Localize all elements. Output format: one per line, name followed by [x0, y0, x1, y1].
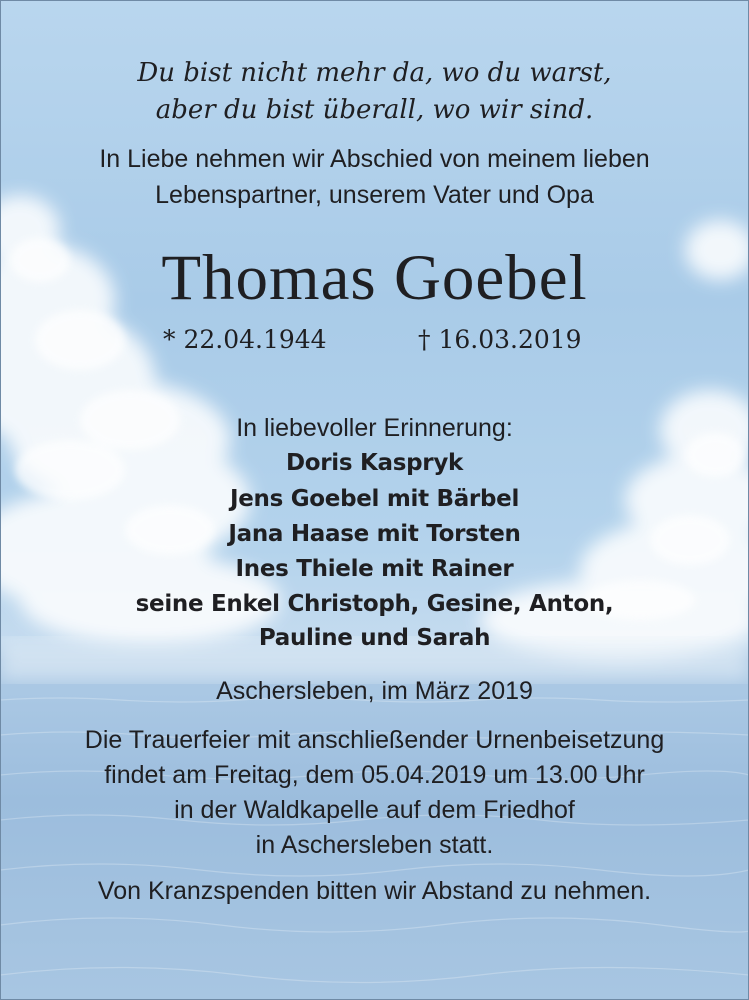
- mourner-line: seine Enkel Christoph, Gesine, Anton,: [135, 591, 614, 617]
- mourner-line: Ines Thiele mit Rainer: [235, 556, 514, 582]
- service-info-line-1: Die Trauerfeier mit anschließender Urnenbeisetzung: [84, 726, 665, 754]
- intro-line-2: Lebenspartner, unserem Vater und Opa: [155, 181, 594, 209]
- service-info-line-2: findet am Freitag, dem 05.04.2019 um 13.00 Uhr: [104, 761, 645, 789]
- mourner-line: Jens Goebel mit Bärbel: [229, 486, 520, 512]
- mourner-line: Doris Kaspryk: [285, 450, 464, 476]
- mourner-line: Jana Haase mit Torsten: [228, 521, 521, 547]
- service-info-line-3: in der Waldkapelle auf dem Friedhof: [174, 796, 575, 824]
- service-info-line-4: in Aschersleben statt.: [255, 831, 494, 859]
- birth-date: * 22.04.1944: [163, 325, 327, 354]
- deceased-name: Thomas Goebel: [161, 242, 588, 314]
- motto-line-1: Du bist nicht mehr da, wo du warst,: [137, 58, 612, 88]
- closing-note: Von Kranzspenden bitten wir Abstand zu nehmen.: [97, 877, 652, 905]
- mourner-line: Pauline und Sarah: [258, 625, 491, 651]
- remembrance-heading: In liebevoller Erinnerung:: [236, 414, 513, 442]
- intro-line-1: In Liebe nehmen wir Abschied von meinem lieben: [99, 145, 650, 173]
- motto-line-2: aber du bist überall, wo wir sind.: [155, 95, 594, 125]
- death-date: † 16.03.2019: [418, 325, 582, 354]
- place-and-date: Aschersleben, im März 2019: [216, 677, 533, 705]
